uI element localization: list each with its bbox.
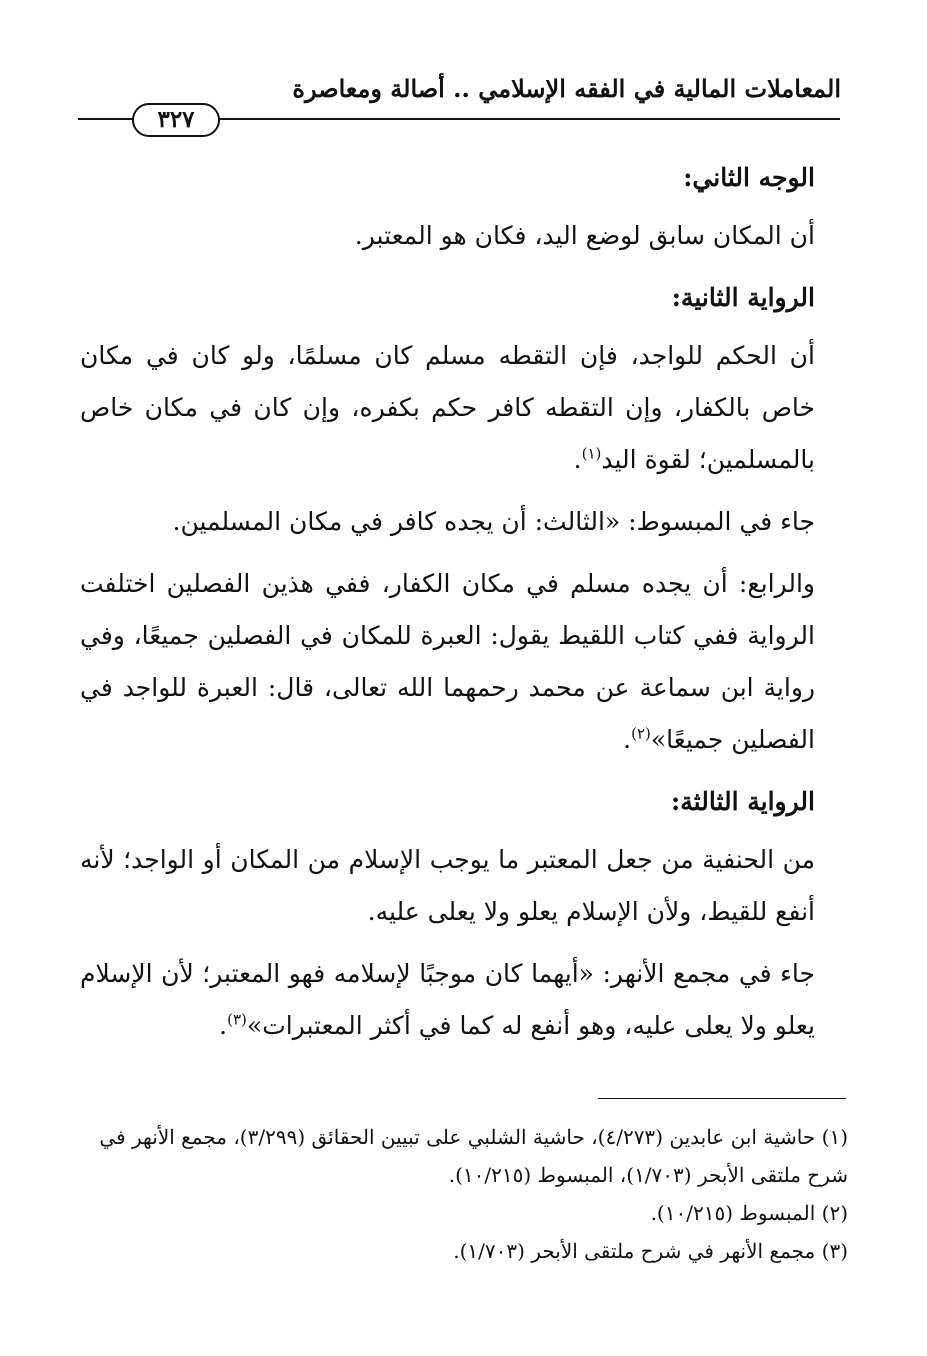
paragraph: جاء في المبسوط: «الثالث: أن يجده كافر في مكان المسلمين. [172, 507, 815, 536]
footnote-separator [598, 1098, 846, 1099]
footnote-text: المبسوط (١٠/٢١٥). [650, 1201, 816, 1225]
section-heading: الوجه الثاني: [683, 163, 815, 192]
footnote-ref: (٣) [227, 1010, 247, 1029]
footnote-number: (٢) [821, 1201, 848, 1225]
paragraph-end: . [573, 445, 582, 474]
footnote-ref: (١) [581, 444, 602, 463]
section-heading: الرواية الثالثة: [671, 787, 815, 816]
paragraph [80, 330, 815, 486]
body-text [80, 152, 815, 1062]
paragraph-end: . [219, 1011, 228, 1040]
footnote [80, 1118, 848, 1194]
paragraph-text: أن الحكم للواجد، فإن التقطه مسلم كان مسلمًا، ولو كان في مكان خاص بالكفار، وإن التقطه كافر حكم بكفره، وإن كان في مكان خاص بالمسلمين؛ لقوة اليد [80, 341, 815, 474]
section-heading: الرواية الثانية: [671, 283, 815, 312]
page-number: ٣٢٧ [132, 103, 220, 137]
running-title: المعاملات المالية في الفقه الإسلامي .. أصالة ومعاصرة [292, 74, 841, 103]
paragraph-text: جاء في مجمع الأنهر: «أيهما كان موجبًا لإسلامه فهو المعتبر؛ لأن الإسلام يعلو ولا يعلى عليه، وهو أنفع له كما في أكثر المعتبرات» [80, 959, 815, 1040]
paragraph: أن المكان سابق لوضع اليد، فكان هو المعتبر. [354, 221, 815, 250]
footnote-ref: (٢) [631, 724, 651, 743]
paragraph-end: . [623, 725, 632, 754]
paragraph-text: والرابع: أن يجده مسلم في مكان الكفار، ففي هذين الفصلين اختلفت الرواية ففي كتاب اللقيط يقول: العبرة للمكان في الفصلين جميعًا، وفي رواية ابن سماعة عن محمد رحمهما الله تعالى، قال: العبرة للواجد في الفصلين جميعًا» [80, 569, 815, 754]
footnote-text: مجمع الأنهر في شرح ملتقى الأبحر (١/٧٠٣). [453, 1239, 816, 1263]
footnote-number: (٣) [821, 1239, 848, 1263]
footnotes [80, 1118, 848, 1270]
paragraph: من الحنفية من جعل المعتبر ما يوجب الإسلام من المكان أو الواجد؛ لأنه أنفع للقيط، ولأن الإسلام يعلو ولا يعلى عليه. [80, 845, 815, 926]
footnote [80, 1232, 848, 1270]
paragraph [80, 948, 815, 1052]
footnote-number: (١) [821, 1125, 848, 1149]
footnote-text: حاشية ابن عابدين (٤/٢٧٣)، حاشية الشلبي على تبيين الحقائق (٣/٢٩٩)، مجمع الأنهر في شرح ملتقى الأبحر (١/٧٠٣)، المبسوط (١٠/٢١٥). [99, 1125, 848, 1187]
footnote [80, 1194, 848, 1232]
paragraph [80, 558, 815, 766]
